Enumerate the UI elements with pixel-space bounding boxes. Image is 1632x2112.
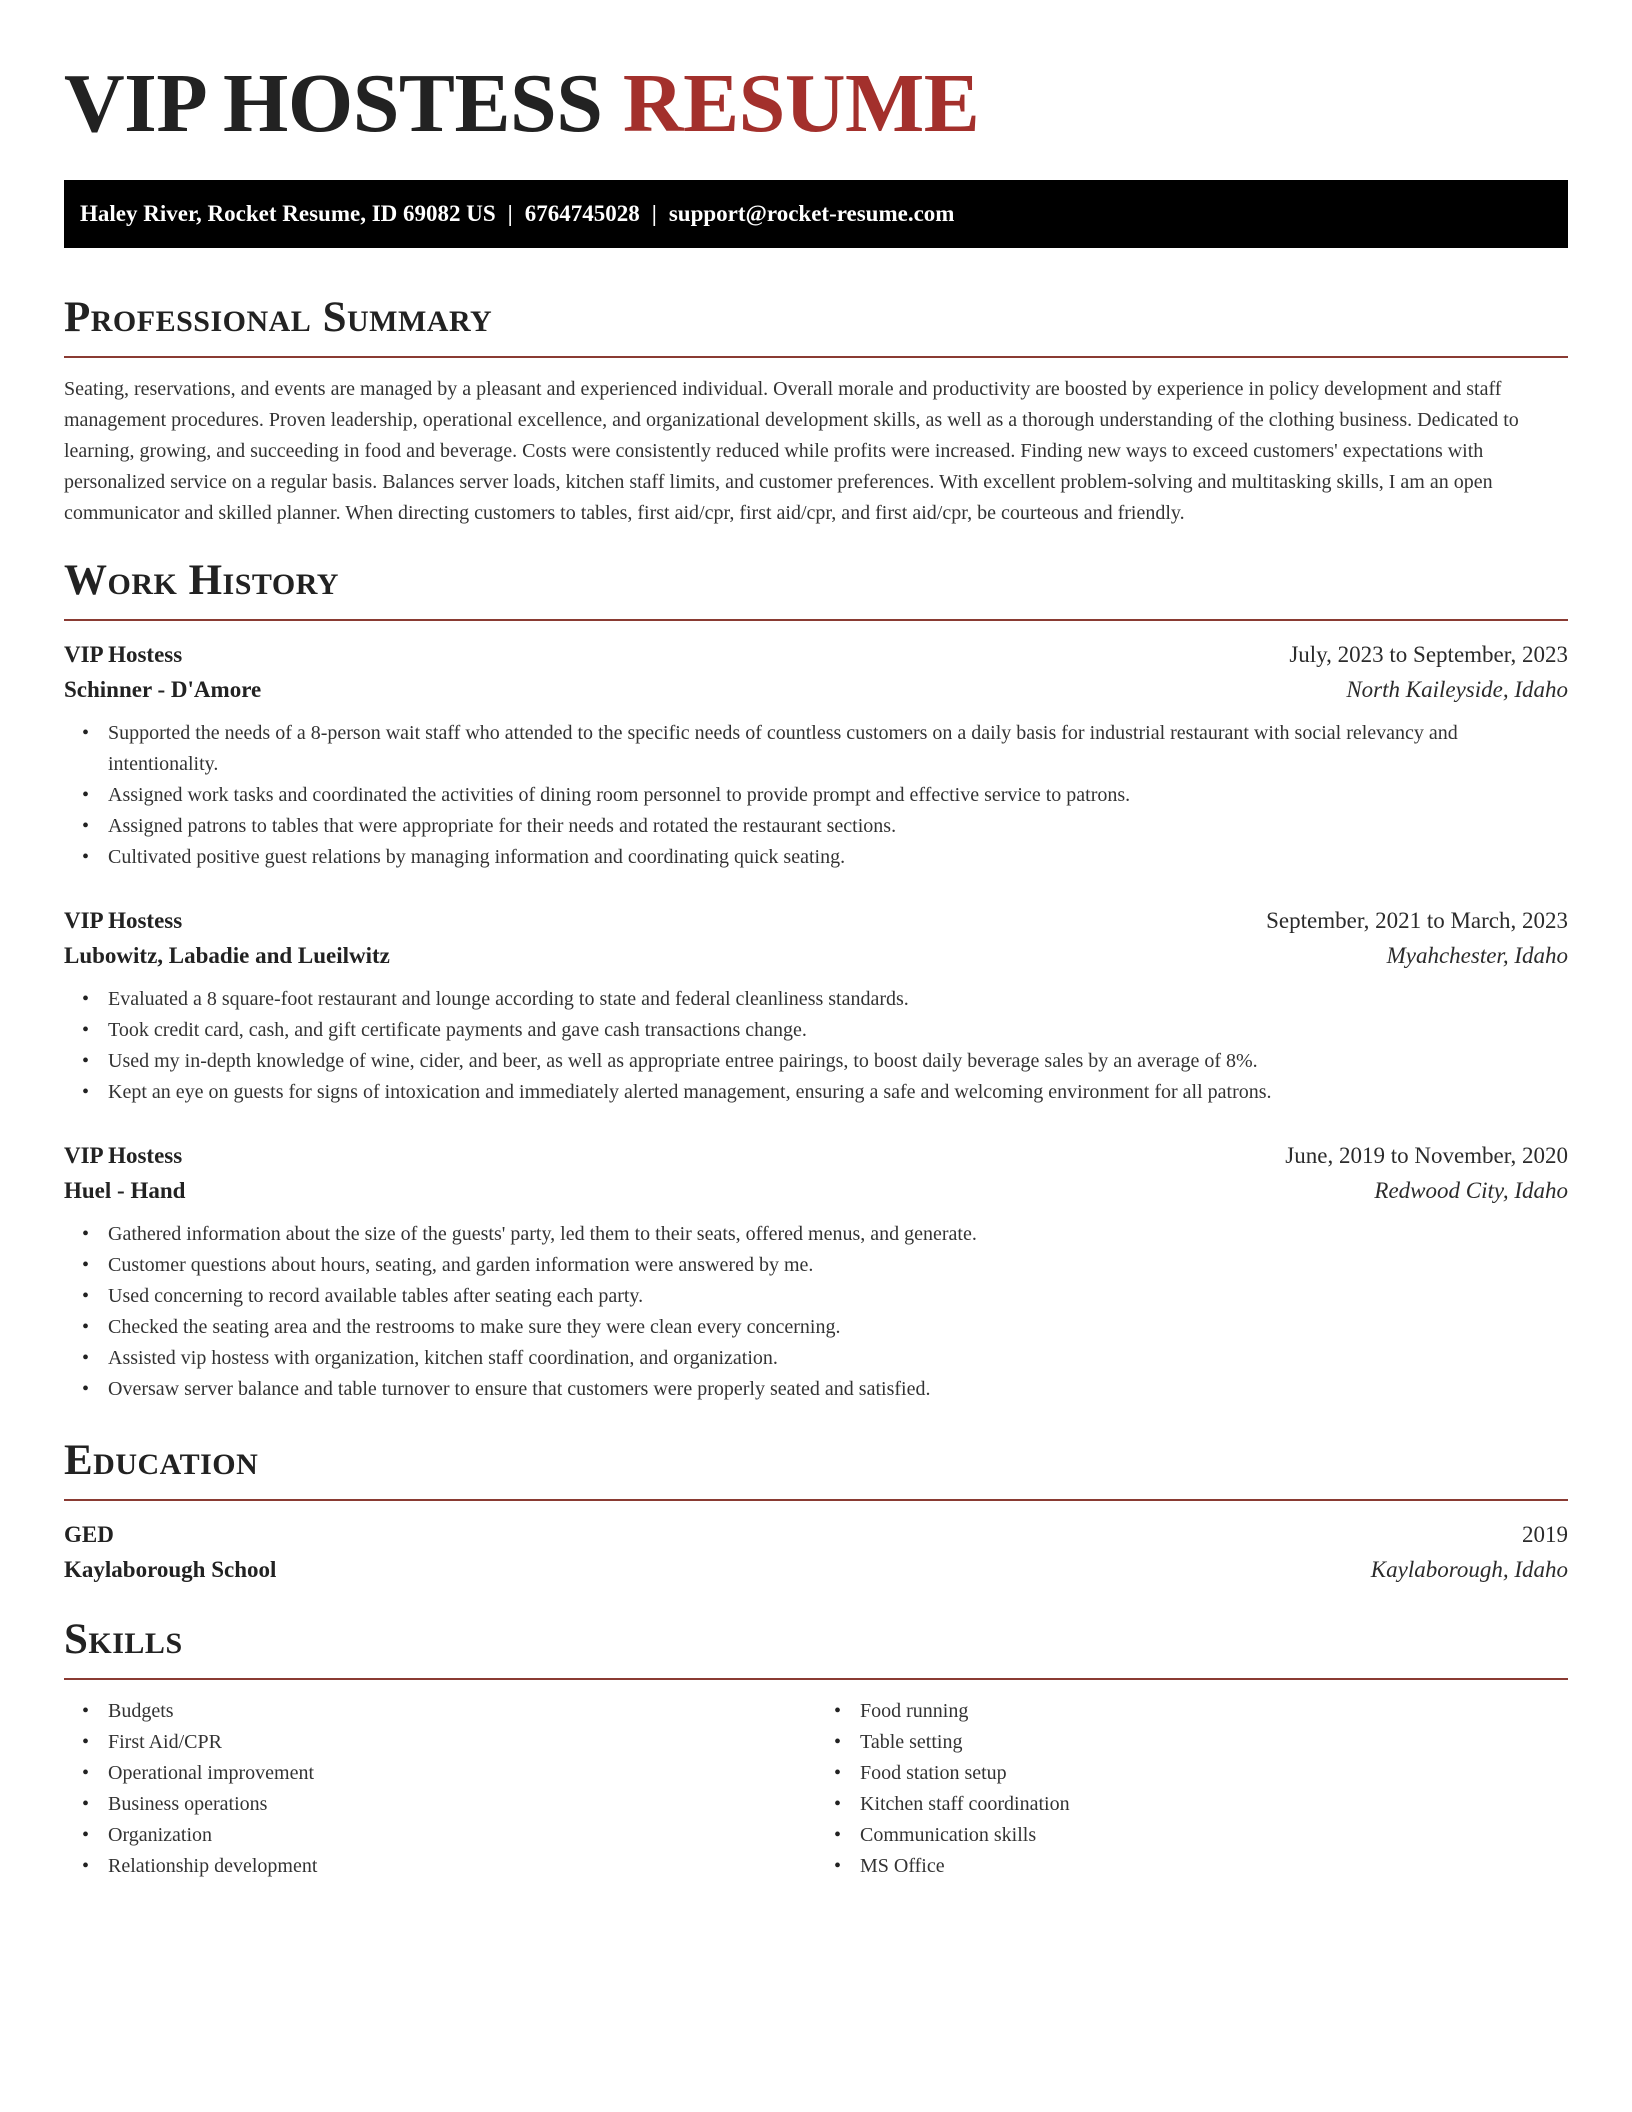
education-section [64, 1435, 1568, 1588]
skill-item: • Food station setup [860, 1758, 1568, 1789]
resume-page [64, 0, 1568, 1882]
job-entry [64, 903, 1568, 1108]
list-item: • Customer questions about hours, seating, and garden information were answered by me. [108, 1250, 1568, 1281]
job-bullets [64, 984, 1568, 1108]
contact-phone: 6764745028 [524, 201, 640, 226]
education-year: 2019 [1522, 1522, 1568, 1547]
skill-item: • Kitchen staff coordination [860, 1789, 1568, 1820]
list-item: • Gathered information about the size of the guests' party, led them to their seats, offered menus, and generate. [108, 1219, 1568, 1250]
job-dates: July, 2023 to September, 2023 [1289, 642, 1568, 667]
skills-list-right [816, 1696, 1568, 1882]
skill-item: • First Aid/CPR [108, 1727, 816, 1758]
list-item: • Oversaw server balance and table turnover to ensure that customers were properly seated and satisfied. [108, 1374, 1568, 1405]
list-item: • Cultivated positive guest relations by managing information and coordinating quick seating. [108, 842, 1568, 873]
skill-item: • Budgets [108, 1696, 816, 1727]
list-item: • Assigned patrons to tables that were appropriate for their needs and rotated the restaurant sections. [108, 811, 1568, 842]
contact-address: Haley River, Rocket Resume, ID 69082 US [80, 201, 496, 226]
section-heading-summary: Professional Summary [64, 294, 493, 341]
job-title: VIP Hostess [64, 1143, 183, 1168]
job-title: VIP Hostess [64, 908, 183, 933]
list-item: • Supported the needs of a 8-person wait staff who attended to the specific needs of countless customers on a daily basis for industrial restaurant with social relevancy and intentionality. [108, 718, 1568, 780]
skill-item: • Organization [108, 1820, 816, 1851]
skill-item: • Table setting [860, 1727, 1568, 1758]
summary-text: Seating, reservations, and events are managed by a pleasant and experienced individual. Overall morale and productivity are boosted by experience in policy development and staff management procedures. Proven leadership, operational excellence, and organizational development skills, as well as a thorough understanding of the clothing business. Dedicated to learning, growing, and succeeding in food and beverage. Costs were consistently reduced while profits were increased. Finding new ways to exceed customers' expectations with personalized service on a regular basis. Balances server loads, kitchen staff limits, and customer preferences. With excellent problem-solving and multitasking skills, I am an open communicator and skilled planner. When directing customers to tables, first aid/cpr, first aid/cpr, and first aid/cpr, be courteous and friendly. [64, 378, 1519, 524]
skill-item: • Business operations [108, 1789, 816, 1820]
section-divider [64, 1678, 1568, 1680]
list-item: • Used concerning to record available tables after seating each party. [108, 1281, 1568, 1312]
title-main: VIP HOSTESS [64, 57, 603, 150]
skill-item: • Operational improvement [108, 1758, 816, 1789]
education-school: Kaylaborough School [64, 1557, 277, 1582]
education-degree: GED [64, 1522, 114, 1547]
job-location: Redwood City, Idaho [1374, 1178, 1568, 1203]
job-company: Schinner - D'Amore [64, 677, 262, 702]
skill-item: • Relationship development [108, 1851, 816, 1882]
section-heading-skills: Skills [64, 1616, 183, 1663]
work-history-section [64, 555, 1568, 1405]
job-dates: September, 2021 to March, 2023 [1266, 908, 1568, 933]
skills-list-left [64, 1696, 816, 1882]
contact-separator: | [651, 201, 657, 226]
list-item: • Assisted vip hostess with organization, kitchen staff coordination, and organization. [108, 1343, 1568, 1374]
job-company: Huel - Hand [64, 1178, 186, 1203]
job-dates: June, 2019 to November, 2020 [1285, 1143, 1568, 1168]
skills-section [64, 1614, 1568, 1882]
job-location: North Kaileyside, Idaho [1346, 677, 1568, 702]
list-item: • Took credit card, cash, and gift certificate payments and gave cash transactions change. [108, 1015, 1568, 1046]
skill-item: • Food running [860, 1696, 1568, 1727]
section-divider [64, 356, 1568, 358]
list-item: • Used my in-depth knowledge of wine, cider, and beer, as well as appropriate entree pairings, to boost daily beverage sales by an average of 8%. [108, 1046, 1568, 1077]
job-company: Lubowitz, Labadie and Lueilwitz [64, 943, 390, 968]
job-location: Myahchester, Idaho [1386, 943, 1568, 968]
professional-summary-section [64, 292, 1568, 529]
list-item: • Kept an eye on guests for signs of intoxication and immediately alerted management, ensuring a safe and welcoming environment for all patrons. [108, 1077, 1568, 1108]
list-item: • Checked the seating area and the restrooms to make sure they were clean every concerning. [108, 1312, 1568, 1343]
job-title: VIP Hostess [64, 642, 183, 667]
resume-title [64, 56, 1568, 152]
contact-email: support@rocket-resume.com [668, 201, 955, 226]
list-item: • Evaluated a 8 square-foot restaurant and lounge according to state and federal cleanliness standards. [108, 984, 1568, 1015]
skills-grid [64, 1696, 1568, 1882]
job-bullets [64, 718, 1568, 873]
job-bullets [64, 1219, 1568, 1405]
job-entry [64, 1138, 1568, 1405]
title-accent: RESUME [622, 57, 980, 150]
section-divider [64, 1499, 1568, 1501]
contact-separator: | [507, 201, 513, 226]
section-heading-work: Work History [64, 557, 339, 604]
section-heading-education: Education [64, 1437, 259, 1484]
skill-item: • MS Office [860, 1851, 1568, 1882]
education-location: Kaylaborough, Idaho [1370, 1557, 1568, 1582]
job-entry [64, 637, 1568, 873]
list-item: • Assigned work tasks and coordinated the activities of dining room personnel to provide prompt and effective service to patrons. [108, 780, 1568, 811]
contact-bar [64, 180, 1568, 248]
skill-item: • Communication skills [860, 1820, 1568, 1851]
section-divider [64, 619, 1568, 621]
